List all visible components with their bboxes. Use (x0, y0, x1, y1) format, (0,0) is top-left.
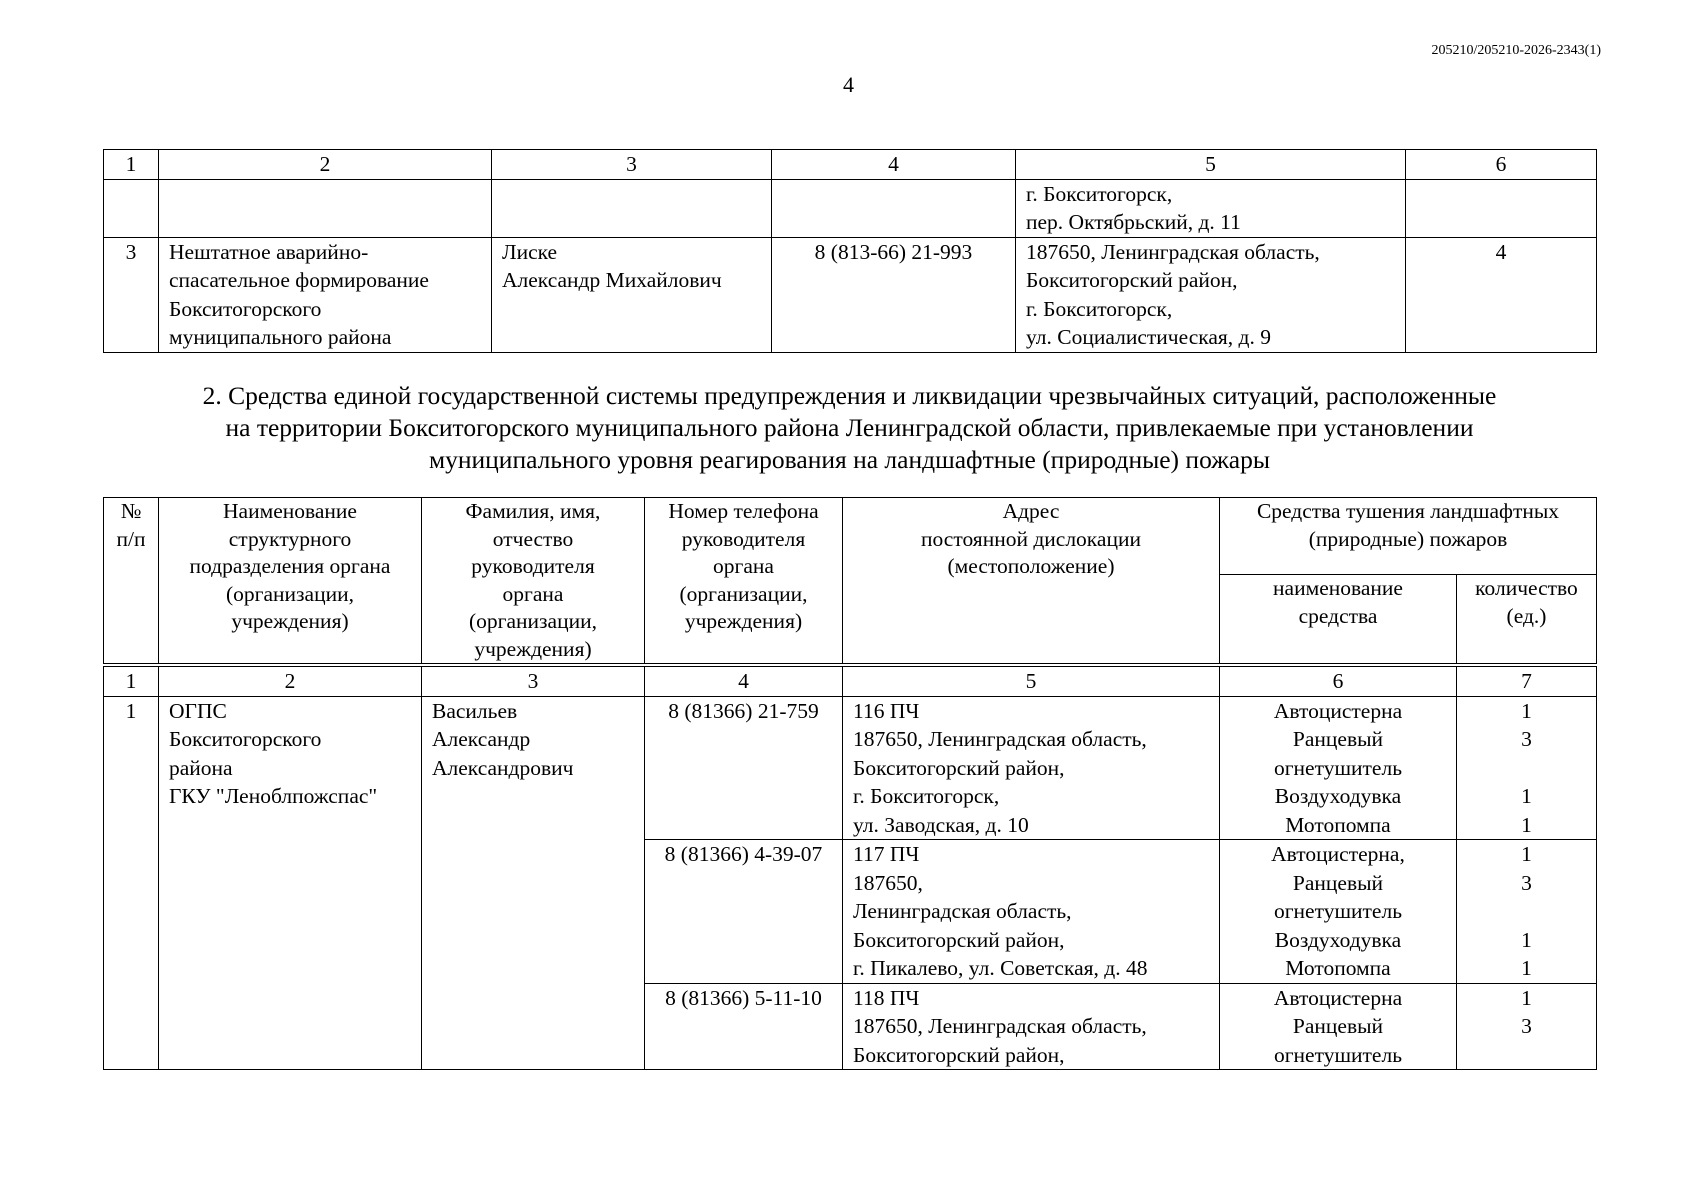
header-line: (природные) пожаров (1308, 526, 1508, 551)
address-line: Ленинградская область, (853, 899, 1072, 923)
head-name-line: Лиске (502, 239, 558, 264)
means-name (1220, 840, 1457, 984)
unit-name-line: муниципального района (169, 325, 392, 349)
means-line: Мотопомпа (1285, 812, 1391, 837)
header-line: учреждения) (474, 636, 592, 661)
count: 4 (1406, 237, 1597, 352)
count (1406, 179, 1597, 237)
head-name-line: Александр (432, 727, 531, 751)
unit-name-line: ГКУ "Леноблпожспас" (169, 784, 378, 808)
means-line: Ранцевый (1292, 1014, 1384, 1038)
col-number: 7 (1457, 667, 1597, 697)
unit-name-line: спасательное формирование (169, 268, 429, 292)
page-number: 4 (843, 72, 854, 97)
header-line: отчество (492, 526, 574, 551)
section-title-line: муниципального уровня реагирования на ландшафтные (природные) пожары (428, 445, 1271, 474)
header-address (843, 498, 1220, 664)
means-line: Автоцистерна (1273, 985, 1403, 1010)
count-line: 3 (1521, 870, 1532, 895)
address-line: г. Пикалево, ул. Советская, д. 48 (853, 956, 1148, 980)
count-line (1467, 1041, 1586, 1070)
header-row (104, 498, 1597, 575)
header-line: структурного (228, 526, 352, 551)
header-means (1220, 498, 1597, 575)
count-line: 1 (1521, 842, 1532, 866)
count-line: 1 (1521, 812, 1532, 837)
header-line: (организации, (226, 581, 354, 606)
header-line: учреждения) (684, 609, 803, 633)
header-line: № (120, 499, 142, 523)
header-line: Номер телефона (668, 499, 819, 523)
col-number: 6 (1220, 667, 1457, 697)
means-count (1457, 696, 1597, 840)
means-name (1220, 696, 1457, 840)
row-num: 3 (104, 237, 159, 352)
address-line: Бокситогорский район, (853, 927, 1065, 952)
address-line: ул. Социалистическая, д. 9 (1026, 325, 1271, 349)
address-line: 187650, Ленинградская область, (1026, 239, 1320, 264)
address-line: Бокситогорский район, (1026, 268, 1238, 292)
phone: 8 (81366) 4-39-07 (645, 840, 843, 984)
header-line: средства (1298, 603, 1378, 628)
count-line: 1 (1521, 927, 1532, 952)
header-unit (159, 498, 422, 664)
count-line: 1 (1521, 985, 1532, 1010)
header-line: п/п (116, 526, 146, 551)
header-line: постоянной дислокации (921, 526, 1141, 551)
col-number: 3 (422, 667, 645, 697)
unit-name (159, 179, 492, 237)
phone: 8 (813-66) 21-993 (772, 237, 1016, 352)
header-line: Средства тушения ландшафтных (1256, 499, 1560, 523)
col-number: 1 (104, 150, 159, 180)
table-row (104, 696, 1597, 840)
means-line: Ранцевый (1292, 870, 1384, 895)
col-number: 4 (772, 150, 1016, 180)
means-count (1457, 983, 1597, 1070)
address-line: пер. Октябрьский, д. 11 (1026, 210, 1241, 234)
table-continuation (103, 149, 1597, 353)
address-line: 118 ПЧ (853, 985, 920, 1010)
phone (772, 179, 1016, 237)
header-line: руководителя (471, 554, 595, 578)
table-row (104, 179, 1597, 237)
means-line: Воздуходувка (1274, 784, 1402, 808)
header-line: (организации, (469, 609, 597, 633)
table-row (104, 237, 1597, 352)
header-line: руководителя (681, 526, 806, 551)
means-line: Автоцистерна (1273, 698, 1403, 723)
count-line: 1 (1521, 698, 1532, 723)
means-name (1220, 983, 1457, 1070)
phone: 8 (81366) 5-11-10 (645, 983, 843, 1070)
head-name-line: Александрович (432, 755, 574, 780)
means-line: огнетушитель (1273, 1042, 1402, 1067)
header-phone (645, 498, 843, 664)
header-line: Наименование (223, 499, 357, 523)
row-num: 1 (104, 696, 159, 1070)
count-line: 1 (1521, 956, 1532, 980)
address (1016, 179, 1406, 237)
means-line: Воздуходувка (1274, 927, 1402, 952)
address (843, 983, 1220, 1070)
address-line: Бокситогорский район, (853, 1042, 1065, 1067)
header-line: подразделения органа (189, 554, 391, 578)
section-title (103, 380, 1596, 476)
count-line (1467, 754, 1586, 783)
unit-name-line: ОГПС (169, 698, 227, 723)
unit-name (159, 696, 422, 1070)
phone: 8 (81366) 21-759 (645, 696, 843, 840)
header-head-name (422, 498, 645, 664)
address-line: г. Бокситогорск, (1026, 181, 1173, 206)
section-title-line: 2. Средства единой государственной системы предупреждения и ликвидации чрезвычайных ситуаций, расположенные (202, 381, 1497, 410)
address-line: Бокситогорский район, (853, 755, 1065, 780)
head-name (492, 179, 772, 237)
address-line: г. Бокситогорск, (1026, 296, 1173, 321)
count-line: 1 (1521, 784, 1532, 808)
address (843, 840, 1220, 984)
means-line: Автоцистерна, (1271, 842, 1405, 866)
address (1016, 237, 1406, 352)
address-line: 187650, (853, 870, 923, 895)
header-line: органа (502, 581, 564, 606)
means-count (1457, 840, 1597, 984)
means-line: Мотопомпа (1285, 956, 1391, 980)
header-means-name (1220, 575, 1457, 664)
header-line: Адрес (1002, 499, 1060, 523)
row-num (104, 179, 159, 237)
col-number: 2 (159, 667, 422, 697)
header-line: учреждения) (231, 609, 349, 633)
unit-name-line: Нештатное аварийно- (169, 239, 369, 264)
column-number-row (104, 150, 1597, 180)
header-line: наименование (1273, 576, 1403, 600)
document-id: 205210/205210-2026-2343(1) (1431, 43, 1601, 58)
address-line: ул. Заводская, д. 10 (853, 812, 1029, 837)
head-name-line: Васильев (432, 698, 518, 723)
address (843, 696, 1220, 840)
header-line: (ед.) (1506, 603, 1547, 628)
col-number: 1 (104, 667, 159, 697)
count-line: 3 (1521, 1014, 1532, 1038)
header-line: Фамилия, имя, (465, 499, 601, 523)
unit-name-line: Бокситогорского (169, 727, 322, 751)
header-line: (организации, (679, 581, 808, 606)
address-line: 187650, Ленинградская область, (853, 727, 1147, 751)
header-means-count (1457, 575, 1597, 664)
head-name (422, 696, 645, 1070)
head-name-line: Александр Михайлович (502, 268, 722, 292)
unit-name-line: Бокситогорского (169, 296, 322, 321)
col-number: 6 (1406, 150, 1597, 180)
fire-means-table (103, 497, 1597, 1070)
unit-name-line: района (169, 755, 233, 780)
header-line: (местоположение) (947, 554, 1115, 578)
header-num (104, 498, 159, 664)
count-line (1467, 897, 1586, 926)
head-name (492, 237, 772, 352)
address-line: 117 ПЧ (853, 842, 920, 866)
count-line: 3 (1521, 727, 1532, 751)
address-line: г. Бокситогорск, (853, 784, 1000, 808)
unit-name (159, 237, 492, 352)
header-line: органа (713, 554, 774, 578)
means-line: огнетушитель (1273, 755, 1402, 780)
means-line: огнетушитель (1273, 899, 1402, 923)
col-number: 3 (492, 150, 772, 180)
column-number-row (104, 667, 1597, 697)
address-line: 187650, Ленинградская область, (853, 1014, 1147, 1038)
section-title-line: на территории Бокситогорского муниципального района Ленинградской области, привлекаемые при установлении (225, 413, 1474, 442)
header-line: количество (1475, 576, 1578, 600)
col-number: 5 (843, 667, 1220, 697)
col-number: 4 (645, 667, 843, 697)
address-line: 116 ПЧ (853, 698, 920, 723)
col-number: 5 (1016, 150, 1406, 180)
means-line: Ранцевый (1292, 727, 1384, 751)
col-number: 2 (159, 150, 492, 180)
